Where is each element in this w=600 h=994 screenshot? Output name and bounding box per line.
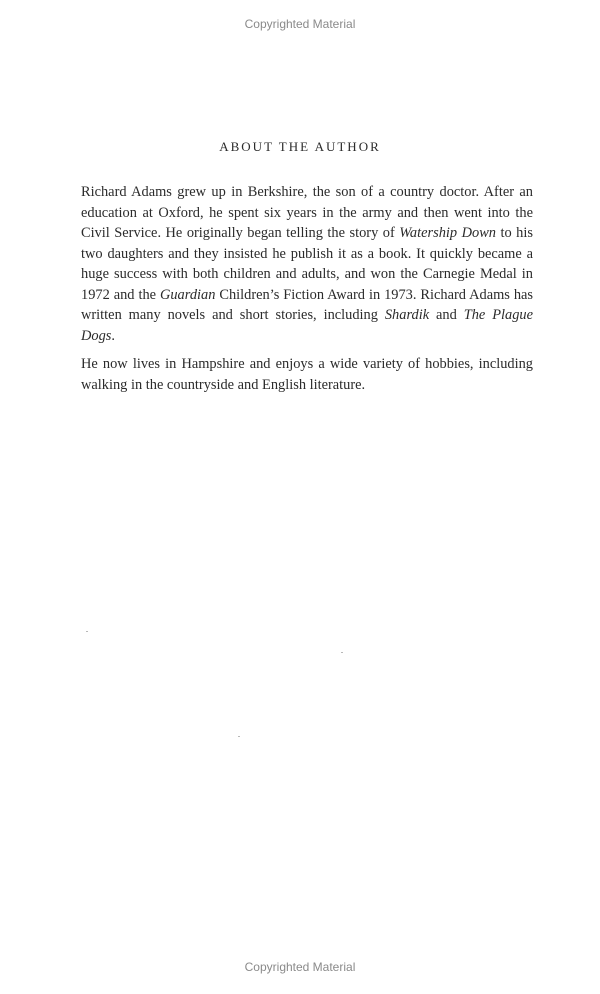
author-bio — [81, 182, 533, 403]
book-title-plague-dogs: The Plague Dogs — [81, 307, 533, 344]
bio-text-1: Richard Adams grew up in Berkshire, the son of a country doctor. After an education at Oxford, he spent six years in the army and then went into the Civil Service. He originally began telling the story of — [81, 184, 533, 241]
copyright-watermark-top: Copyrighted Material — [244, 17, 356, 31]
book-title-shardik: Shardik — [384, 307, 430, 323]
bio-text-2: to his two daughters and they insisted he publish it as a book. It quickly became a huge success with both children and adults, and won the Carnegie Medal in 1972 and the — [81, 225, 533, 303]
bio-paragraph-2: He now lives in Hampshire and enjoys a wide variety of hobbies, including walking in the countryside and English literature. — [81, 356, 533, 393]
scan-speck — [238, 736, 240, 737]
bio-paragraph-1 — [81, 182, 533, 346]
award-name-guardian: Guardian — [159, 286, 216, 303]
scan-speck — [341, 652, 343, 653]
bio-text-4: and — [429, 307, 464, 323]
scan-speck — [86, 631, 88, 632]
section-heading: ABOUT THE AUTHOR — [219, 139, 381, 154]
bio-text-5: . — [111, 327, 115, 344]
bio-text-3: Children’s Fiction Award in 1973. Richard Adams has written many novels and short stories, including — [81, 286, 533, 323]
book-title-watership-down: Watership Down — [399, 225, 496, 241]
copyright-watermark-bottom: Copyrighted Material — [244, 960, 356, 974]
